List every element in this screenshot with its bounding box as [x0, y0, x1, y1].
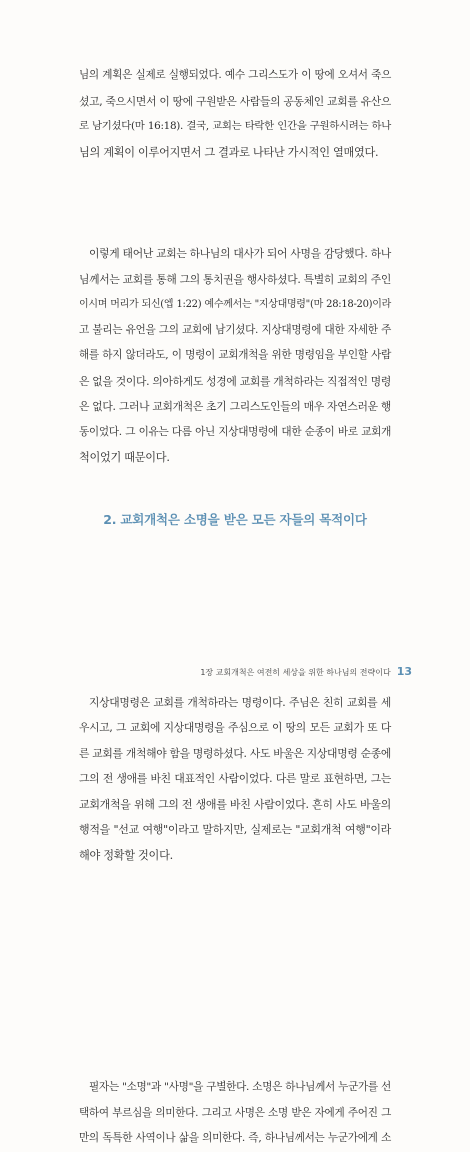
text-line: 은 없다. 그러나 교회개척은 초기 그리스도인들의 매우 자연스러운 행 — [79, 400, 391, 413]
text-line: 우시고, 그 교회에 지상대명령을 주심으로 이 땅의 모든 교회가 또 다 — [79, 721, 391, 734]
text-line: 교회개척을 위해 그의 전 생애를 바친 사람이었다. 흔히 사도 바울의 — [79, 797, 391, 811]
text-line: 은 없을 것이다. 의아하게도 성경에 교회를 개척하라는 직접적인 명령 — [79, 374, 391, 388]
text-line: 지상대명령은 교회를 개척하라는 명령이다. 주님은 친히 교회를 세 — [89, 695, 391, 709]
text-line: 해야 정확할 것이다. — [79, 848, 173, 862]
text-line: 동이었다. 그 이유는 다름 아닌 지상대명령에 대한 순종이 바로 교회개 — [79, 425, 391, 438]
text-line: 척이었기 때문이다. — [79, 451, 170, 464]
text-line: 셨고, 죽으시면서 이 땅에 구원받은 사람들의 공동체인 교회를 유산으 — [79, 94, 391, 108]
section-heading: 2. 교회개척은 소명을 받은 모든 자들의 목적이다 — [103, 512, 367, 527]
text-line: 른 교회를 개척해야 함을 명령하셨다. 사도 바울은 지상대명령 순종에 — [79, 746, 391, 760]
text-line: 이렇게 태어난 교회는 하나님의 대사가 되어 사명을 감당했다. 하나 — [89, 247, 391, 260]
text-line: 행적을 "선교 여행"이라고 말하지만, 실제로는 "교회개척 여행"이라 — [79, 823, 391, 836]
page-footer — [200, 665, 412, 678]
text-line: 택하여 부르심을 의미한다. 그리고 사명은 소명 받은 자에게 주어진 그 — [79, 1106, 391, 1119]
paragraph-1 — [79, 63, 391, 165]
text-line: 그의 전 생애를 바친 대표적인 사람이었다. 다른 말로 표현하면, 그는 — [79, 772, 391, 785]
paragraph-4 — [79, 1075, 391, 1152]
text-line: 이시며 머리가 되신(엡 1:22) 예수께서는 "지상대명령"(마 28:18-20)이라 — [79, 299, 391, 310]
running-title: 1장 교회개척은 여전히 세상을 위한 하나님의 전략이다 — [200, 668, 391, 677]
text-line: 님의 계획은 실제로 실행되었다. 예수 그리스도가 이 땅에 오셔서 죽으 — [79, 69, 391, 81]
paragraph-3 — [79, 690, 391, 869]
text-line: 님께서는 교회를 통해 그의 통치권을 행사하셨다. 특별히 교회의 주인 — [79, 272, 391, 286]
text-line: 해를 하지 않더라도, 이 명령이 교회개척을 위한 명령임을 부인할 사람 — [79, 349, 391, 361]
page-number: 13 — [396, 665, 412, 678]
text-line: 만의 독특한 사역이나 삶을 의미한다. 즉, 하나님께서는 누군가에게 소 — [79, 1132, 391, 1144]
text-line: 로 남기셨다(마 16:18). 결국, 교회는 타락한 인간을 구원하시려는 하나 — [79, 120, 391, 132]
text-line: 고 불리는 유언을 그의 교회에 남기셨다. 지상대명령에 대한 자세한 주 — [79, 323, 391, 336]
text-line: 님의 계획이 이루어지면서 그 결과로 나타난 가시적인 열매였다. — [79, 145, 379, 159]
text-line: 필자는 "소명"과 "사명"을 구별한다. 소명은 하나님께서 누군가를 선 — [89, 1081, 391, 1093]
paragraph-2 — [79, 241, 391, 471]
